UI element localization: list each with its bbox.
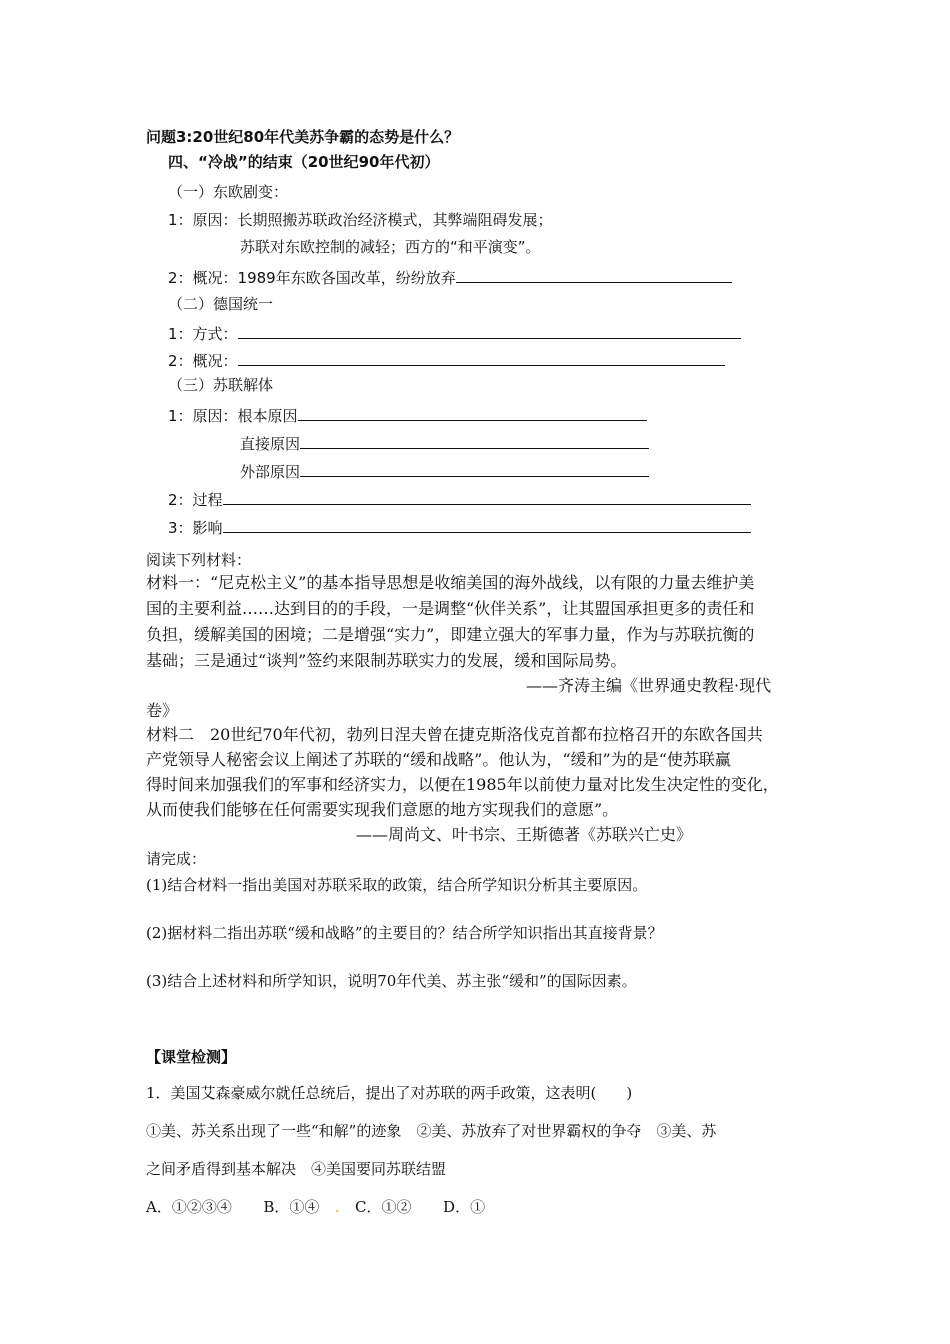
decorative-dot: .	[334, 1198, 340, 1216]
material2-line: 从而使我们能够在任何需要实现我们意愿的地方实现我们的意愿”。	[146, 800, 619, 819]
task-item: (3)结合上述材料和所学知识，说明70年代美、苏主张“缓和”的国际因素。	[146, 972, 637, 990]
ussr-process-label: 2：过程	[168, 491, 223, 509]
east-europe-overview-label: 2：概况：	[168, 269, 238, 287]
ussr-impact-blank[interactable]	[223, 518, 751, 533]
germany-overview	[168, 351, 725, 369]
germany-method-label: 1：方式：	[168, 325, 238, 343]
east-europe-cause	[168, 213, 553, 228]
material1-source-cont: 卷》	[146, 701, 179, 720]
q1-statements: 之间矛盾得到基本解决 ④美国要同苏联结盟	[146, 1160, 447, 1178]
germany-method-blank[interactable]	[238, 324, 741, 339]
east-europe-overview-text: 1989年东欧各国改革，纷纷放弃	[237, 269, 456, 287]
ussr-direct-cause-blank[interactable]	[300, 434, 649, 449]
q1-stem: 1．美国艾森豪威尔就任总统后，提出了对苏联的两手政策，这表明( )	[146, 1084, 633, 1102]
material2-line: 产党领导人秘密会议上阐述了苏联的“缓和战略”。他认为，“缓和”为的是“使苏联赢	[146, 750, 731, 769]
q1-option-a[interactable]: A．①②③④	[146, 1198, 232, 1216]
east-europe-overview-blank[interactable]	[456, 268, 732, 283]
q1-option-d[interactable]: D．①	[443, 1198, 486, 1216]
material1-line: 材料一：“尼克松主义”的基本指导思想是收缩美国的海外战线，以有限的力量去维护美	[146, 573, 755, 592]
germany-overview-label: 2：概况：	[168, 352, 238, 370]
material2-source: ——周尚文、叶书宗、王斯德著《苏联兴亡史》	[356, 825, 693, 844]
q1-option-c[interactable]: C．①②	[355, 1198, 412, 1216]
ussr-external	[240, 462, 649, 480]
ussr-process	[168, 490, 751, 508]
reading-intro: 阅读下列材料：	[146, 551, 252, 569]
material2-line: 材料二 20世纪70年代初，勃列日涅夫曾在捷克斯洛伐克首都布拉格召开的东欧各国共	[146, 725, 763, 744]
material2-line: 得时间来加强我们的军事和经济实力，以便在1985年以前使力量对比发生决定性的变化，	[146, 775, 779, 794]
task-intro: 请完成：	[146, 850, 207, 868]
ussr-external-cause: 外部原因	[240, 463, 301, 481]
section-4-title: 四、“冷战”的结束（20世纪90年代初）	[168, 153, 440, 171]
question-3: 问题3:20世纪80年代美苏争霸的态势是什么？	[146, 128, 460, 146]
material1-source: ——齐涛主编《世界通史教程·现代	[526, 676, 772, 695]
ussr-direct	[240, 434, 649, 452]
q1-options	[146, 1200, 485, 1215]
ussr-external-cause-blank[interactable]	[300, 462, 649, 477]
east-europe-cause-text2: 苏联对东欧控制的减轻；西方的“和平演变”。	[240, 238, 541, 256]
east-europe-heading: （一）东欧剧变：	[168, 183, 289, 201]
ussr-heading: （三）苏联解体	[168, 376, 274, 394]
germany-method	[168, 324, 741, 342]
material1-line: 国的主要利益……达到目的的手段，一是调整“伙伴关系”，让其盟国承担更多的责任和	[146, 599, 755, 618]
ussr-cause	[168, 406, 647, 424]
east-europe-cause-label: 1：原因：	[168, 211, 238, 229]
material1-line: 基础；三是通过“谈判”签约来限制苏联实力的发展，缓和国际局势。	[146, 651, 627, 670]
east-europe-overview	[168, 268, 732, 286]
ussr-impact-label: 3：影响	[168, 519, 223, 537]
ussr-cause-label: 1：原因：	[168, 407, 238, 425]
classroom-test-heading: 【课堂检测】	[146, 1048, 237, 1066]
ussr-root-cause: 根本原因	[237, 407, 298, 425]
task-item: (1)结合材料一指出美国对苏联采取的政策，结合所学知识分析其主要原因。	[146, 876, 648, 894]
material1-line: 负担，缓解美国的困境；二是增强“实力”，即建立强大的军事力量，作为与苏联抗衡的	[146, 625, 755, 644]
q1-statements: ①美、苏关系出现了一些“和解”的迹象 ②美、苏放弃了对世界霸权的争夺 ③美、苏	[146, 1122, 717, 1140]
task-item: (2)据材料二指出苏联“缓和战略”的主要目的？结合所学知识指出其直接背景？	[146, 924, 663, 942]
q1-option-b[interactable]: B．①④	[263, 1198, 320, 1216]
germany-heading: （二）德国统一	[168, 295, 274, 313]
east-europe-cause-text1: 长期照搬苏联政治经济模式，其弊端阻碍发展；	[237, 211, 553, 229]
ussr-process-blank[interactable]	[223, 490, 751, 505]
ussr-impact	[168, 518, 751, 536]
ussr-direct-cause: 直接原因	[240, 435, 301, 453]
ussr-root-cause-blank[interactable]	[298, 406, 647, 421]
germany-overview-blank[interactable]	[238, 351, 725, 366]
